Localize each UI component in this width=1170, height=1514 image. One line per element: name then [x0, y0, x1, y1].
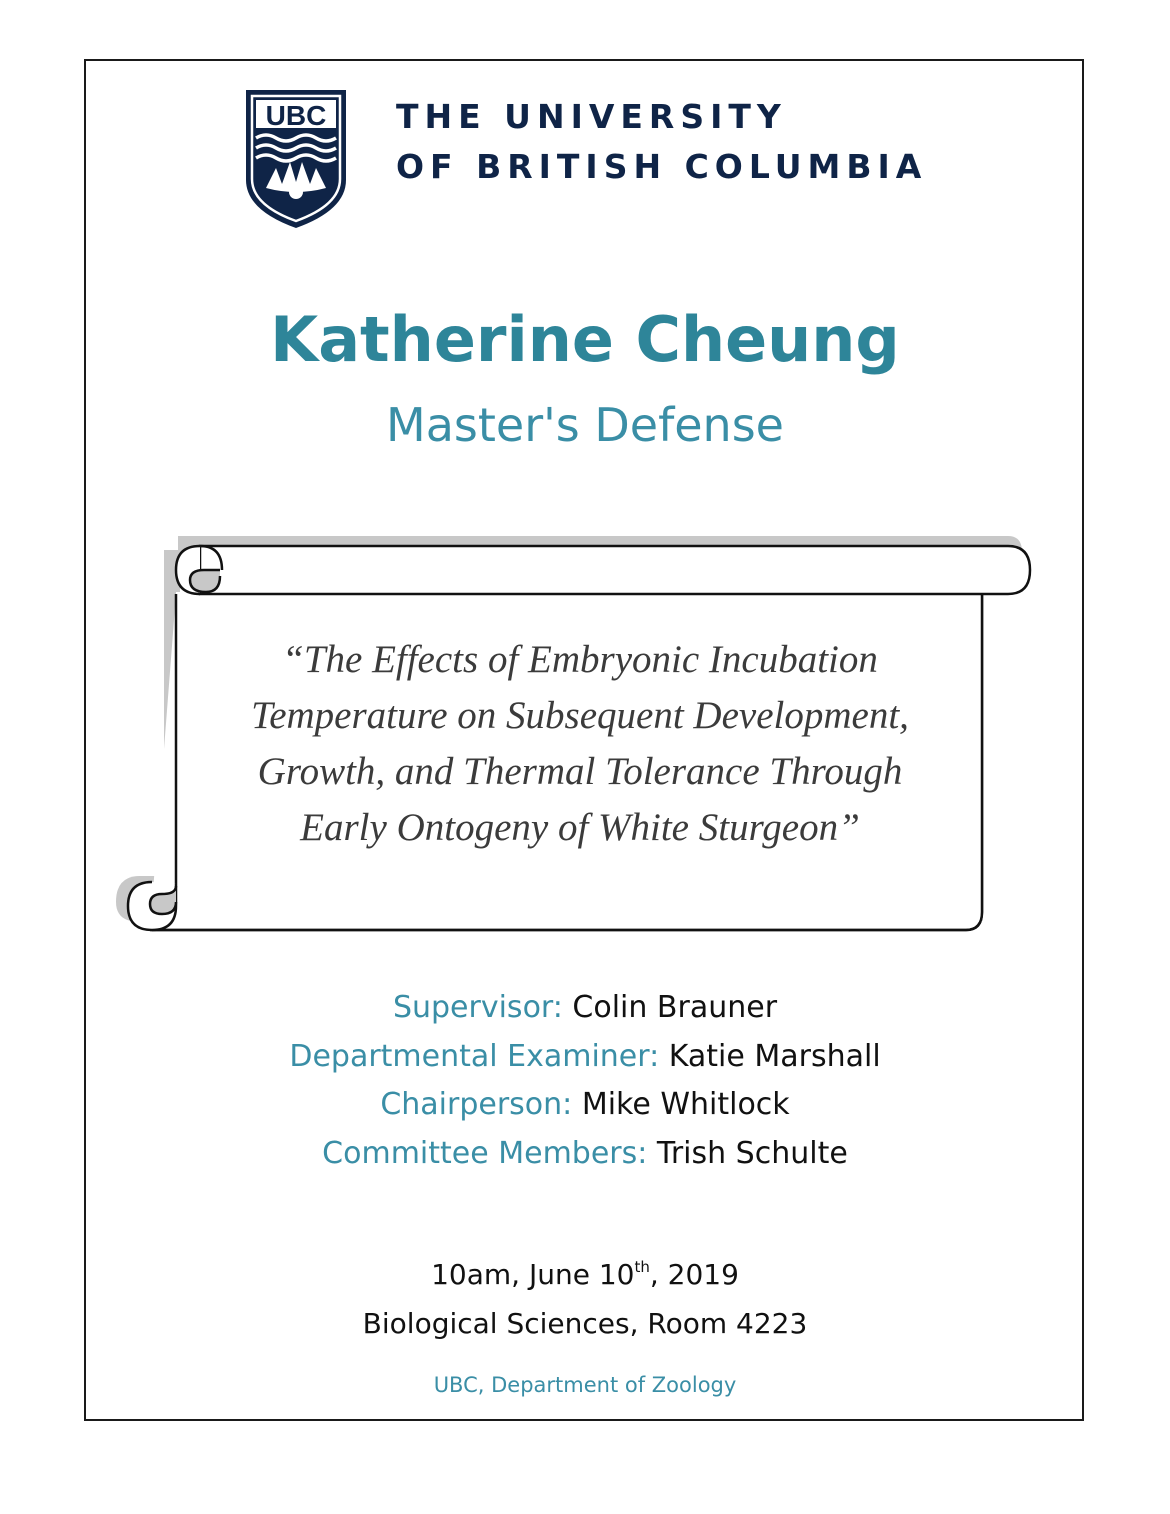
thesis-title-line: “The Effects of Embryonic Incubation: [282, 638, 878, 681]
committee-member-name: Trish Schulte: [656, 1135, 848, 1171]
event-time-date: 10am, June 10: [431, 1258, 635, 1291]
committee-row-chairperson: [0, 1081, 1170, 1130]
event-date-time: [0, 1250, 1170, 1299]
event-type: Master's Defense: [386, 398, 784, 452]
event-year: , 2019: [649, 1258, 739, 1291]
thesis-title-line: Temperature on Subsequent Development,: [251, 694, 909, 737]
candidate-name: Katherine Cheung: [270, 303, 900, 376]
committee-row-committee-members: [0, 1130, 1170, 1179]
university-name-line-1: THE UNIVERSITY: [396, 97, 787, 136]
thesis-title-line: Growth, and Thermal Tolerance Through: [257, 750, 903, 793]
committee-role: Committee Members:: [322, 1135, 648, 1171]
university-name-line-2: OF BRITISH COLUMBIA: [396, 147, 928, 186]
ubc-crest-logo: [244, 88, 348, 230]
committee-role: Departmental Examiner:: [289, 1038, 660, 1074]
logo-text: UBC: [265, 100, 327, 131]
committee-row-supervisor: [0, 984, 1170, 1033]
thesis-title: [180, 632, 980, 856]
committee-list: [0, 984, 1170, 1178]
event-details: [0, 1250, 1170, 1348]
committee-role: Supervisor:: [392, 990, 563, 1025]
committee-member-name: Mike Whitlock: [581, 1087, 790, 1122]
event-location: Biological Sciences, Room 4223: [362, 1307, 808, 1340]
committee-role: Chairperson:: [380, 1087, 573, 1122]
date-ordinal-suffix: th: [634, 1258, 650, 1276]
thesis-title-line: Early Ontogeny of White Sturgeon”: [300, 806, 860, 849]
committee-member-name: Katie Marshall: [668, 1038, 881, 1074]
department-footer: UBC, Department of Zoology: [433, 1373, 737, 1397]
committee-row-departmental-examiner: [0, 1033, 1170, 1082]
committee-member-name: Colin Brauner: [572, 990, 778, 1025]
university-name: [396, 92, 927, 192]
